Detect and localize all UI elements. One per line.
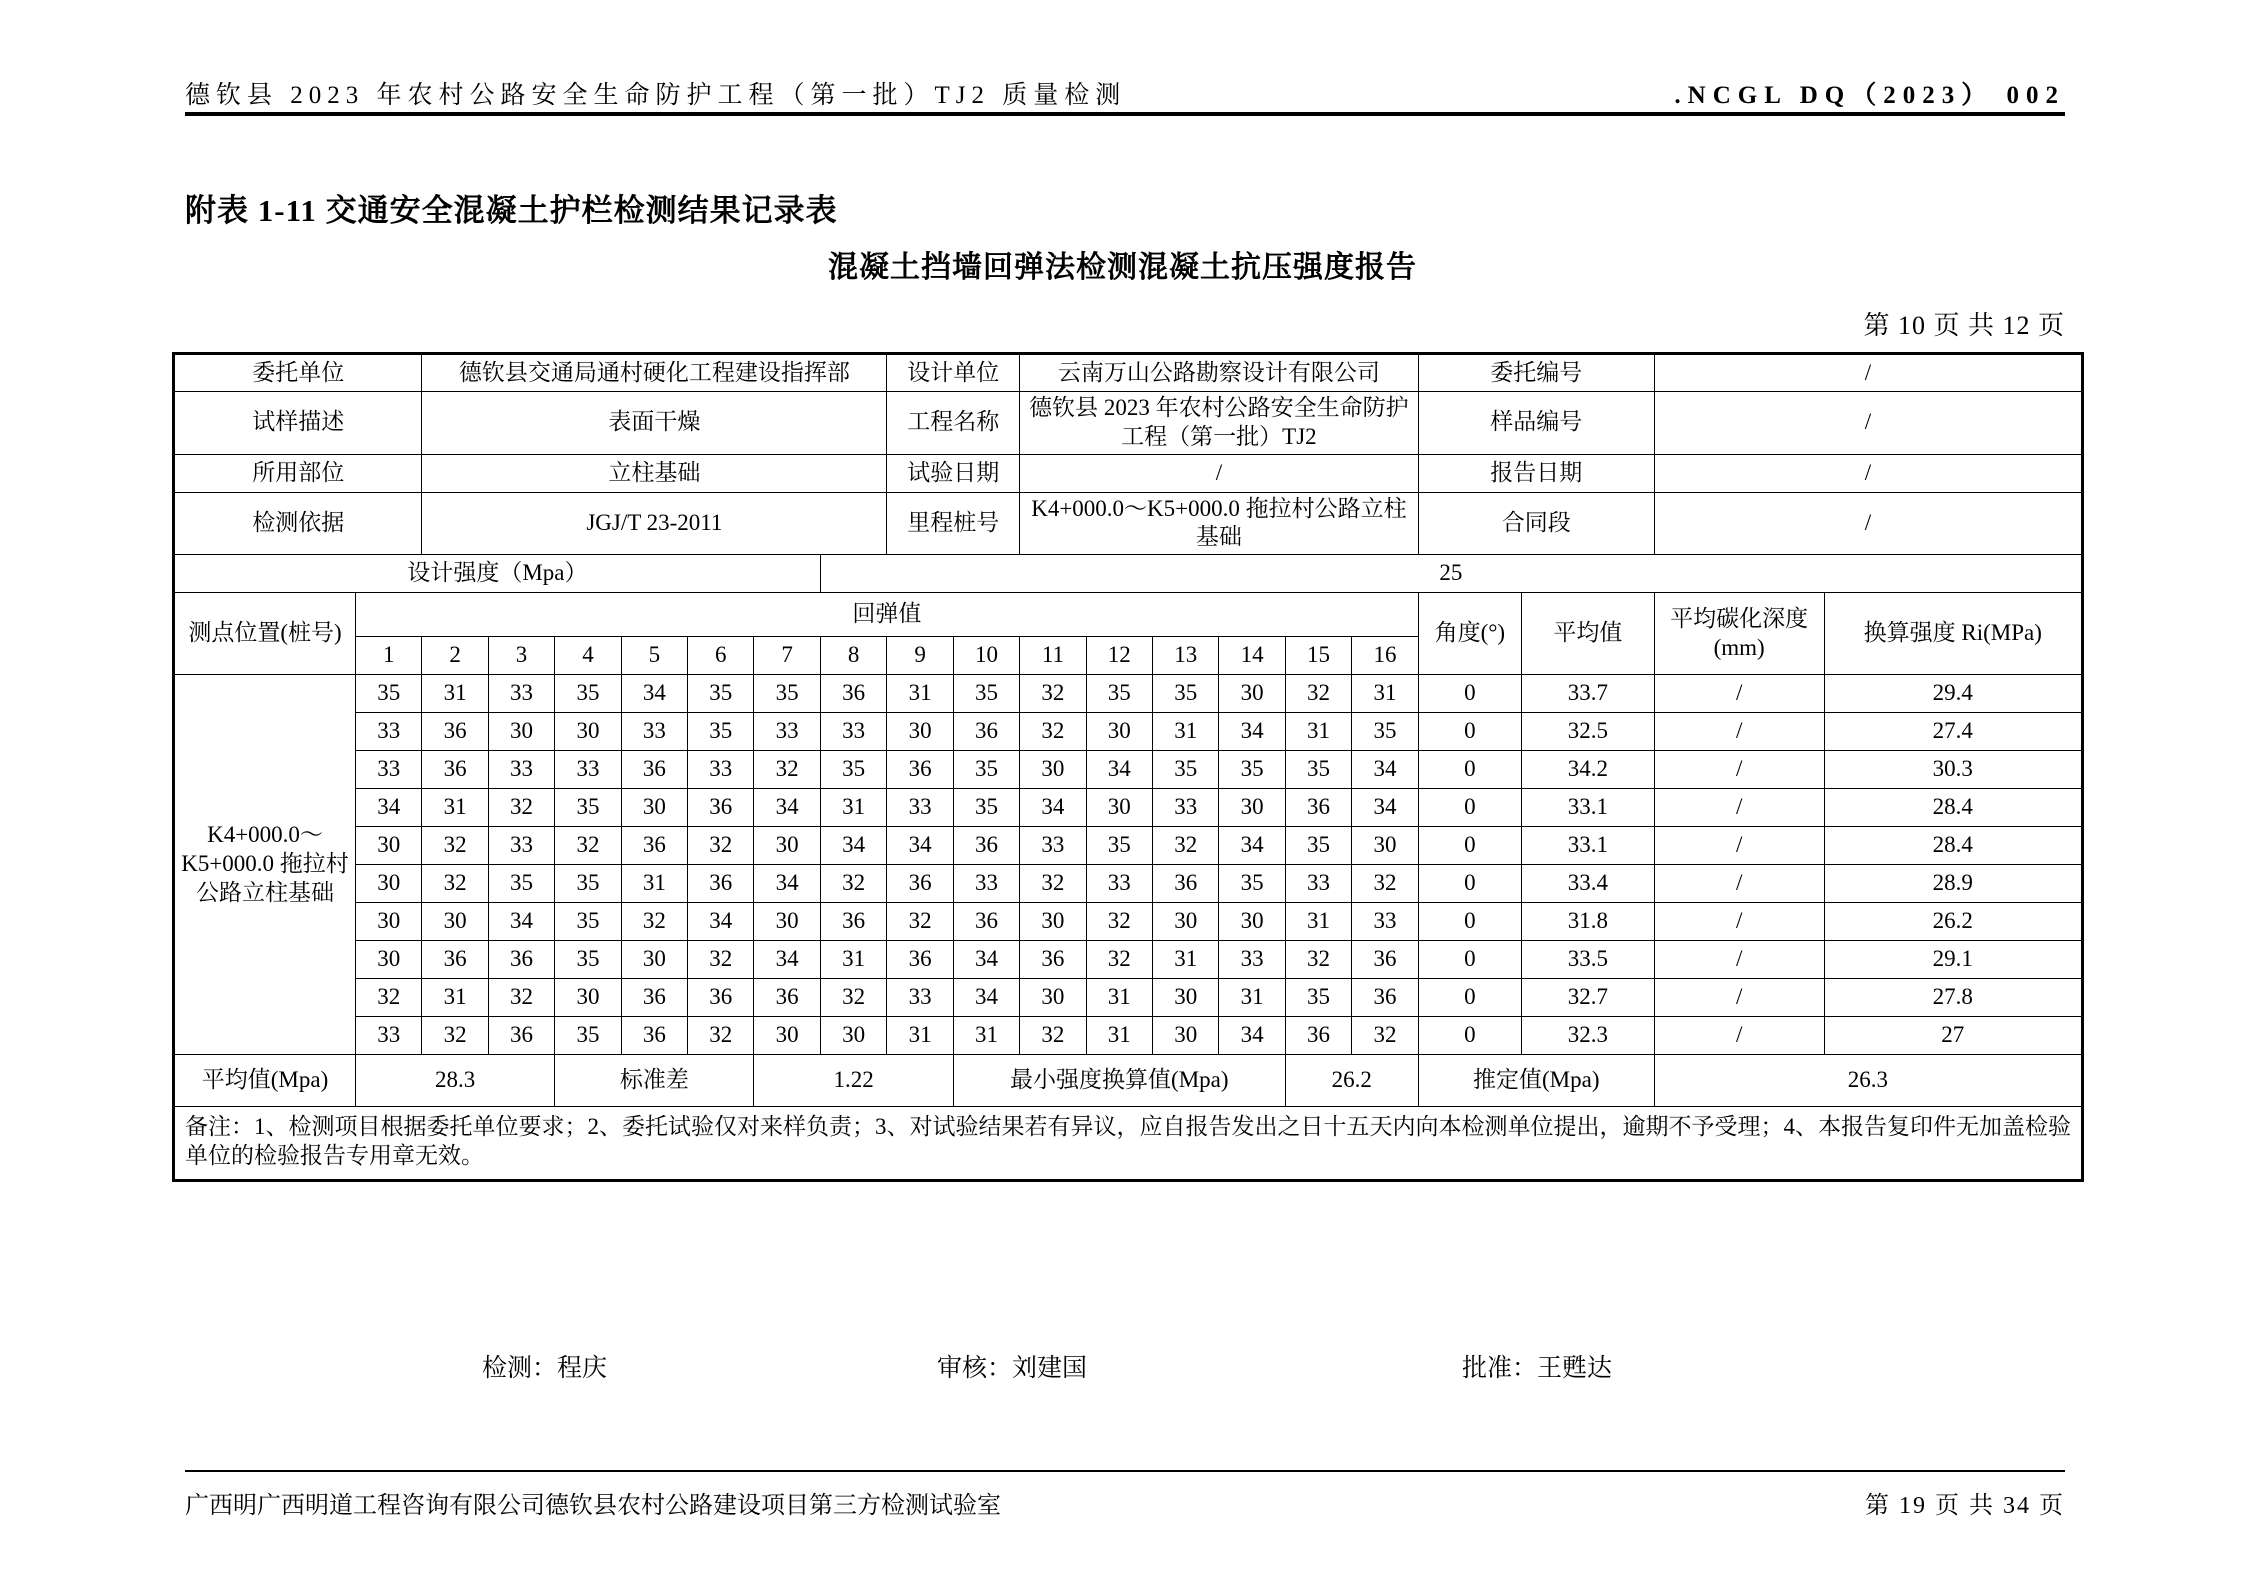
label-project-name: 工程名称 — [887, 392, 1020, 455]
cell-rebound: 36 — [422, 941, 488, 979]
cell-converted-strength: 27.4 — [1824, 713, 2082, 751]
cell-rebound: 36 — [621, 1017, 687, 1055]
cell-rebound: 30 — [820, 1017, 887, 1055]
table-row — [174, 751, 2083, 789]
value-station-no: K4+000.0～K5+000.0 拖拉村公路立柱基础 — [1020, 492, 1418, 555]
cell-average: 34.2 — [1521, 751, 1654, 789]
cell-rebound: 36 — [621, 751, 687, 789]
cell-angle: 0 — [1418, 979, 1521, 1017]
cell-angle: 0 — [1418, 1017, 1521, 1055]
cell-rebound: 30 — [1219, 675, 1285, 713]
value-part-used: 立柱基础 — [422, 454, 887, 492]
cell-converted-strength: 28.9 — [1824, 865, 2082, 903]
cell-rebound: 32 — [1285, 941, 1351, 979]
cell-rebound: 36 — [688, 789, 754, 827]
label-design-unit: 设计单位 — [887, 354, 1020, 392]
cell-rebound: 32 — [488, 789, 554, 827]
cell-carbonation: / — [1654, 903, 1824, 941]
cell-rebound: 36 — [621, 979, 687, 1017]
cell-rebound: 34 — [953, 979, 1019, 1017]
cell-average: 33.1 — [1521, 789, 1654, 827]
remark-row — [174, 1107, 2083, 1181]
cell-rebound: 35 — [356, 675, 422, 713]
cell-carbonation: / — [1654, 713, 1824, 751]
header-carbonation-depth: 平均碳化深度(mm) — [1654, 593, 1824, 675]
cell-converted-strength: 26.2 — [1824, 903, 2082, 941]
cell-rebound: 36 — [820, 675, 887, 713]
header-divider — [185, 112, 2065, 116]
cell-rebound: 35 — [1086, 675, 1152, 713]
design-strength-row — [174, 555, 2083, 593]
cell-rebound: 36 — [1352, 979, 1418, 1017]
cell-rebound: 35 — [555, 903, 621, 941]
label-sample-description: 试样描述 — [174, 392, 422, 455]
header-index-16: 16 — [1352, 637, 1418, 675]
value-commission-no: / — [1654, 354, 2082, 392]
label-std-dev: 标准差 — [555, 1055, 754, 1107]
cell-rebound: 33 — [953, 865, 1019, 903]
cell-rebound: 33 — [1285, 865, 1351, 903]
cell-rebound: 31 — [1285, 903, 1351, 941]
cell-rebound: 33 — [1153, 789, 1219, 827]
cell-rebound: 32 — [688, 941, 754, 979]
cell-rebound: 36 — [488, 1017, 554, 1055]
info-row-1 — [174, 354, 2083, 392]
remark-text: 备注：1、检测项目根据委托单位要求；2、委托试验仅对来样负责；3、对试验结果若有异议，应自报告发出之日十五天内向本检测单位提出，逾期不予受理；4、本报告复印件无加盖检验单位的检验报告专用章无效。 — [174, 1107, 2083, 1181]
cell-rebound: 32 — [422, 1017, 488, 1055]
cell-rebound: 30 — [1153, 1017, 1219, 1055]
cell-rebound: 32 — [1020, 713, 1086, 751]
cell-rebound: 36 — [688, 979, 754, 1017]
label-sample-no: 样品编号 — [1418, 392, 1654, 455]
cell-rebound: 36 — [688, 865, 754, 903]
header-index-1: 1 — [356, 637, 422, 675]
cell-rebound: 30 — [1219, 789, 1285, 827]
cell-average: 33.5 — [1521, 941, 1654, 979]
cell-angle: 0 — [1418, 789, 1521, 827]
label-client-unit: 委托单位 — [174, 354, 422, 392]
cell-angle: 0 — [1418, 941, 1521, 979]
cell-rebound: 35 — [488, 865, 554, 903]
cell-converted-strength: 28.4 — [1824, 789, 2082, 827]
cell-rebound: 34 — [820, 827, 887, 865]
header-index-2: 2 — [422, 637, 488, 675]
label-commission-no: 委托编号 — [1418, 354, 1654, 392]
cell-rebound: 34 — [488, 903, 554, 941]
cell-rebound: 32 — [688, 827, 754, 865]
label-station-no: 里程桩号 — [887, 492, 1020, 555]
cell-rebound: 36 — [887, 941, 953, 979]
label-test-date: 试验日期 — [887, 454, 1020, 492]
header-index-6: 6 — [688, 637, 754, 675]
cell-average: 32.5 — [1521, 713, 1654, 751]
cell-location: K4+000.0～K5+000.0 拖拉村公路立柱基础 — [174, 675, 356, 1055]
cell-rebound: 34 — [1219, 713, 1285, 751]
cell-rebound: 32 — [555, 827, 621, 865]
cell-rebound: 31 — [820, 789, 887, 827]
cell-angle: 0 — [1418, 751, 1521, 789]
footer-divider — [185, 1470, 2065, 1472]
value-std-dev: 1.22 — [754, 1055, 953, 1107]
cell-rebound: 30 — [621, 941, 687, 979]
cell-rebound: 32 — [356, 979, 422, 1017]
cell-rebound: 31 — [1153, 713, 1219, 751]
cell-rebound: 34 — [621, 675, 687, 713]
cell-rebound: 30 — [356, 941, 422, 979]
cell-rebound: 35 — [1153, 675, 1219, 713]
cell-rebound: 30 — [1153, 903, 1219, 941]
cell-rebound: 33 — [1219, 941, 1285, 979]
cell-rebound: 36 — [1352, 941, 1418, 979]
cell-rebound: 36 — [1153, 865, 1219, 903]
cell-rebound: 35 — [555, 789, 621, 827]
cell-rebound: 30 — [356, 827, 422, 865]
cell-rebound: 35 — [555, 675, 621, 713]
cell-rebound: 35 — [1352, 713, 1418, 751]
cell-rebound: 36 — [953, 903, 1019, 941]
cell-rebound: 30 — [555, 713, 621, 751]
table-row — [174, 827, 2083, 865]
cell-rebound: 31 — [422, 789, 488, 827]
cell-rebound: 32 — [820, 979, 887, 1017]
cell-rebound: 30 — [887, 713, 953, 751]
cell-rebound: 32 — [1020, 865, 1086, 903]
value-sample-description: 表面干燥 — [422, 392, 887, 455]
cell-rebound: 30 — [422, 903, 488, 941]
table-row — [174, 1017, 2083, 1055]
summary-row — [174, 1055, 2083, 1107]
header-index-7: 7 — [754, 637, 820, 675]
cell-rebound: 34 — [356, 789, 422, 827]
cell-average: 32.3 — [1521, 1017, 1654, 1055]
cell-rebound: 31 — [1153, 941, 1219, 979]
cell-rebound: 32 — [820, 865, 887, 903]
value-design-strength: 25 — [820, 555, 2082, 593]
cell-rebound: 35 — [555, 1017, 621, 1055]
cell-rebound: 33 — [356, 751, 422, 789]
value-estimated-value: 26.3 — [1654, 1055, 2082, 1107]
table-row — [174, 903, 2083, 941]
label-estimated-value: 推定值(Mpa) — [1418, 1055, 1654, 1107]
cell-rebound: 36 — [1020, 941, 1086, 979]
cell-rebound: 33 — [356, 1017, 422, 1055]
cell-converted-strength: 30.3 — [1824, 751, 2082, 789]
cell-rebound: 34 — [953, 941, 1019, 979]
cell-rebound: 35 — [688, 675, 754, 713]
cell-rebound: 31 — [887, 675, 953, 713]
cell-rebound: 30 — [356, 903, 422, 941]
cell-rebound: 30 — [754, 1017, 820, 1055]
cell-rebound: 34 — [754, 789, 820, 827]
header-index-14: 14 — [1219, 637, 1285, 675]
cell-rebound: 31 — [422, 979, 488, 1017]
info-row-2 — [174, 392, 2083, 455]
cell-rebound: 33 — [488, 827, 554, 865]
header-project-title: 德钦县 2023 年农村公路安全生命防护工程（第一批）TJ2 质量检测 — [185, 82, 1127, 109]
signature-tester: 检测：程庆 — [482, 1355, 608, 1382]
cell-rebound: 35 — [953, 675, 1019, 713]
running-header — [185, 75, 2065, 111]
cell-rebound: 32 — [1285, 675, 1351, 713]
cell-rebound: 33 — [488, 751, 554, 789]
table-row — [174, 789, 2083, 827]
cell-rebound: 35 — [555, 941, 621, 979]
cell-rebound: 34 — [754, 865, 820, 903]
header-index-5: 5 — [621, 637, 687, 675]
cell-average: 33.4 — [1521, 865, 1654, 903]
cell-rebound: 33 — [555, 751, 621, 789]
cell-rebound: 30 — [754, 903, 820, 941]
label-part-used: 所用部位 — [174, 454, 422, 492]
cell-rebound: 36 — [621, 827, 687, 865]
cell-rebound: 32 — [1086, 941, 1152, 979]
cell-rebound: 35 — [820, 751, 887, 789]
footer-page-number: 第 19 页 共 34 页 — [1865, 1493, 2065, 1519]
label-summary-average: 平均值(Mpa) — [174, 1055, 356, 1107]
value-test-date: / — [1020, 454, 1418, 492]
cell-rebound: 31 — [1352, 675, 1418, 713]
cell-rebound: 31 — [1086, 979, 1152, 1017]
signature-approver: 批准：王甦达 — [1462, 1355, 1613, 1382]
label-report-date: 报告日期 — [1418, 454, 1654, 492]
cell-carbonation: / — [1654, 751, 1824, 789]
header-angle: 角度(°) — [1418, 593, 1521, 675]
value-project-name: 德钦县 2023 年农村公路安全生命防护工程（第一批）TJ2 — [1020, 392, 1418, 455]
label-design-strength: 设计强度（Mpa） — [174, 555, 821, 593]
cell-rebound: 33 — [820, 713, 887, 751]
cell-rebound: 35 — [953, 789, 1019, 827]
cell-rebound: 30 — [1086, 789, 1152, 827]
cell-rebound: 32 — [754, 751, 820, 789]
cell-rebound: 36 — [422, 751, 488, 789]
cell-rebound: 36 — [820, 903, 887, 941]
cell-average: 31.8 — [1521, 903, 1654, 941]
cell-rebound: 32 — [887, 903, 953, 941]
cell-rebound: 30 — [1020, 903, 1086, 941]
cell-rebound: 35 — [688, 713, 754, 751]
cell-rebound: 34 — [1352, 751, 1418, 789]
cell-carbonation: / — [1654, 979, 1824, 1017]
cell-rebound: 34 — [754, 941, 820, 979]
signature-reviewer: 审核：刘建国 — [937, 1355, 1088, 1382]
cell-rebound: 34 — [1352, 789, 1418, 827]
header-index-10: 10 — [953, 637, 1019, 675]
cell-rebound: 35 — [1153, 751, 1219, 789]
cell-rebound: 36 — [1285, 1017, 1351, 1055]
cell-rebound: 32 — [1086, 903, 1152, 941]
cell-rebound: 32 — [688, 1017, 754, 1055]
cell-rebound: 30 — [356, 865, 422, 903]
cell-rebound: 35 — [953, 751, 1019, 789]
cell-rebound: 31 — [820, 941, 887, 979]
cell-rebound: 31 — [621, 865, 687, 903]
cell-rebound: 35 — [754, 675, 820, 713]
cell-converted-strength: 27 — [1824, 1017, 2082, 1055]
cell-rebound: 32 — [1352, 865, 1418, 903]
cell-rebound: 32 — [1352, 1017, 1418, 1055]
cell-rebound: 30 — [1352, 827, 1418, 865]
value-contract-section: / — [1654, 492, 2082, 555]
cell-rebound: 32 — [1020, 675, 1086, 713]
value-client-unit: 德钦县交通局通村硬化工程建设指挥部 — [422, 354, 887, 392]
cell-carbonation: / — [1654, 675, 1824, 713]
value-min-converted: 26.2 — [1285, 1055, 1418, 1107]
cell-rebound: 33 — [887, 979, 953, 1017]
report-table — [172, 352, 2084, 1182]
cell-rebound: 34 — [1086, 751, 1152, 789]
header-index-3: 3 — [488, 637, 554, 675]
cell-converted-strength: 29.1 — [1824, 941, 2082, 979]
cell-rebound: 34 — [1219, 1017, 1285, 1055]
cell-rebound: 32 — [422, 827, 488, 865]
cell-rebound: 30 — [1153, 979, 1219, 1017]
value-design-unit: 云南万山公路勘察设计有限公司 — [1020, 354, 1418, 392]
cell-rebound: 35 — [1285, 751, 1351, 789]
value-summary-average: 28.3 — [356, 1055, 555, 1107]
cell-rebound: 34 — [688, 903, 754, 941]
cell-rebound: 35 — [1219, 751, 1285, 789]
table-row — [174, 713, 2083, 751]
header-index-8: 8 — [820, 637, 887, 675]
table-row — [174, 865, 2083, 903]
cell-angle: 0 — [1418, 713, 1521, 751]
cell-rebound: 30 — [1020, 751, 1086, 789]
cell-converted-strength: 28.4 — [1824, 827, 2082, 865]
cell-rebound: 31 — [1285, 713, 1351, 751]
cell-rebound: 30 — [1086, 713, 1152, 751]
table-row — [174, 979, 2083, 1017]
signature-row — [172, 1348, 2084, 1384]
cell-angle: 0 — [1418, 827, 1521, 865]
running-footer — [185, 1485, 2065, 1520]
cell-rebound: 30 — [621, 789, 687, 827]
cell-rebound: 34 — [887, 827, 953, 865]
cell-rebound: 36 — [887, 751, 953, 789]
cell-rebound: 30 — [1020, 979, 1086, 1017]
cell-rebound: 34 — [1020, 789, 1086, 827]
cell-rebound: 33 — [754, 713, 820, 751]
header-rebound-group: 回弹值 — [356, 593, 1419, 637]
cell-carbonation: / — [1654, 789, 1824, 827]
header-index-4: 4 — [555, 637, 621, 675]
cell-rebound: 36 — [953, 827, 1019, 865]
cell-average: 33.7 — [1521, 675, 1654, 713]
table-row — [174, 941, 2083, 979]
cell-rebound: 36 — [887, 865, 953, 903]
cell-rebound: 32 — [488, 979, 554, 1017]
header-index-9: 9 — [887, 637, 953, 675]
cell-rebound: 36 — [488, 941, 554, 979]
cell-rebound: 33 — [356, 713, 422, 751]
footer-lab-name: 广西明广西明道工程咨询有限公司德钦县农村公路建设项目第三方检测试验室 — [185, 1493, 1001, 1519]
cell-rebound: 33 — [1020, 827, 1086, 865]
cell-rebound: 33 — [488, 675, 554, 713]
cell-carbonation: / — [1654, 941, 1824, 979]
cell-angle: 0 — [1418, 865, 1521, 903]
header-index-15: 15 — [1285, 637, 1351, 675]
form-title: 附表 1-11 交通安全混凝土护栏检测结果记录表 — [185, 193, 838, 228]
header-index-12: 12 — [1086, 637, 1152, 675]
cell-rebound: 31 — [1219, 979, 1285, 1017]
cell-carbonation: / — [1654, 827, 1824, 865]
cell-rebound: 32 — [1153, 827, 1219, 865]
cell-rebound: 30 — [555, 979, 621, 1017]
page-counter: 第 10 页 共 12 页 — [1863, 311, 2065, 340]
cell-average: 32.7 — [1521, 979, 1654, 1017]
cell-rebound: 31 — [422, 675, 488, 713]
cell-rebound: 31 — [1086, 1017, 1152, 1055]
label-contract-section: 合同段 — [1418, 492, 1654, 555]
cell-rebound: 35 — [1219, 865, 1285, 903]
header-document-code: .NCGL DQ（2023） 002 — [1674, 82, 2065, 109]
header-location: 测点位置(桩号) — [174, 593, 356, 675]
cell-average: 33.1 — [1521, 827, 1654, 865]
table-row — [174, 675, 2083, 713]
cell-rebound: 36 — [953, 713, 1019, 751]
cell-rebound: 36 — [1285, 789, 1351, 827]
info-row-4 — [174, 492, 2083, 555]
cell-rebound: 33 — [887, 789, 953, 827]
cell-carbonation: / — [1654, 1017, 1824, 1055]
value-test-basis: JGJ/T 23-2011 — [422, 492, 887, 555]
cell-rebound: 30 — [488, 713, 554, 751]
cell-rebound: 34 — [1219, 827, 1285, 865]
value-sample-no: / — [1654, 392, 2082, 455]
cell-rebound: 32 — [1020, 1017, 1086, 1055]
header-index-13: 13 — [1153, 637, 1219, 675]
cell-angle: 0 — [1418, 903, 1521, 941]
cell-carbonation: / — [1654, 865, 1824, 903]
value-report-date: / — [1654, 454, 2082, 492]
header-converted-strength: 换算强度 Ri(MPa) — [1824, 593, 2082, 675]
label-min-converted: 最小强度换算值(Mpa) — [953, 1055, 1285, 1107]
cell-rebound: 33 — [688, 751, 754, 789]
cell-rebound: 36 — [754, 979, 820, 1017]
cell-rebound: 31 — [953, 1017, 1019, 1055]
cell-rebound: 31 — [887, 1017, 953, 1055]
header-index-11: 11 — [1020, 637, 1086, 675]
cell-rebound: 35 — [1285, 827, 1351, 865]
cell-rebound: 35 — [1086, 827, 1152, 865]
cell-rebound: 30 — [754, 827, 820, 865]
cell-rebound: 33 — [1086, 865, 1152, 903]
cell-converted-strength: 27.8 — [1824, 979, 2082, 1017]
report-title: 混凝土挡墙回弹法检测混凝土抗压强度报告 — [828, 251, 1417, 284]
cell-rebound: 35 — [1285, 979, 1351, 1017]
label-test-basis: 检测依据 — [174, 492, 422, 555]
cell-rebound: 36 — [422, 713, 488, 751]
rebound-group-header-row — [174, 593, 2083, 637]
cell-converted-strength: 29.4 — [1824, 675, 2082, 713]
cell-rebound: 33 — [1352, 903, 1418, 941]
cell-rebound: 33 — [621, 713, 687, 751]
info-row-3 — [174, 454, 2083, 492]
cell-rebound: 30 — [1219, 903, 1285, 941]
cell-rebound: 32 — [422, 865, 488, 903]
cell-rebound: 32 — [621, 903, 687, 941]
header-average: 平均值 — [1521, 593, 1654, 675]
cell-angle: 0 — [1418, 675, 1521, 713]
cell-rebound: 35 — [555, 865, 621, 903]
